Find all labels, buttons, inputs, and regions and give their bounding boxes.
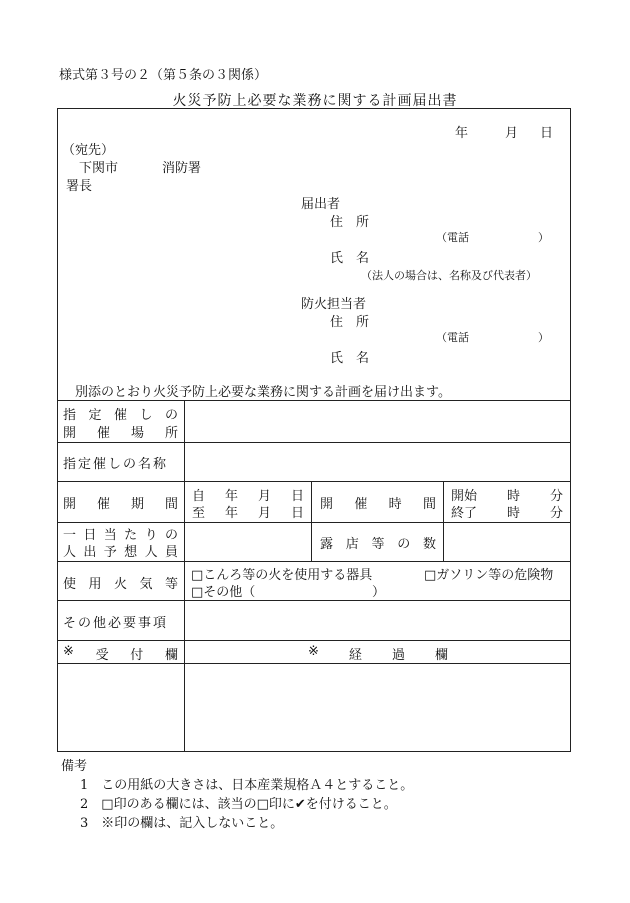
- fire-use-label: 使 用 火 気 等: [63, 577, 178, 592]
- fire-option-gasoline[interactable]: □ガソリン等の危険物: [424, 568, 554, 583]
- venue-field[interactable]: [185, 401, 569, 441]
- fire-option-stove[interactable]: □こんろ等の火を使用する器具: [191, 568, 373, 583]
- notifier-phone-close: ）: [538, 231, 549, 244]
- form-title: 火災予防上必要な業務に関する計画届出書: [172, 93, 458, 109]
- period-to[interactable]: 至 年 月 日: [192, 506, 304, 521]
- statement: 別添のとおり火災予防上必要な業務に関する計画を届け出ます。: [75, 385, 451, 400]
- period-label: 開 催 期 間: [63, 497, 178, 512]
- venue-label-line1: 指 定 催 し の: [63, 408, 178, 423]
- fire-manager-phone-close: ）: [538, 331, 549, 344]
- fire-manager-name-label: 氏 名: [330, 351, 370, 366]
- fire-manager-phone-label: （電話: [436, 331, 469, 344]
- period-from[interactable]: 自 年 月 日: [192, 489, 304, 504]
- fire-manager-label: 防火担当者: [301, 297, 367, 312]
- other-field[interactable]: [185, 601, 569, 639]
- venue-label-line2: 開 催 場 所: [63, 426, 178, 441]
- note-3: 3 ※印の欄は、記入しないこと。: [80, 816, 284, 831]
- fire-manager-address-label: 住 所: [330, 315, 370, 330]
- date-month: 月: [505, 126, 519, 141]
- visitors-label-line2: 人 出 予 想 人 員: [63, 545, 178, 560]
- end-time[interactable]: 終了 時 分: [451, 506, 563, 521]
- notifier-name-label: 氏 名: [330, 251, 370, 266]
- stalls-label: 露 店 等 の 数: [320, 537, 436, 552]
- progress-label: ※ 経 過 欄: [308, 644, 448, 663]
- event-name-label: 指定催しの名称: [63, 457, 169, 472]
- fire-option-other[interactable]: □その他（: [191, 585, 256, 600]
- notifier-label: 届出者: [301, 197, 341, 212]
- visitors-label-line1: 一 日 当 た り の: [63, 528, 178, 543]
- hours-label: 開 催 時 間: [320, 497, 436, 512]
- date-year: 年: [455, 126, 469, 141]
- reception-label: ※ 受 付 欄: [63, 644, 178, 663]
- form-number: 様式第３号の２（第５条の３関係）: [59, 68, 268, 83]
- notifier-address-label: 住 所: [330, 215, 370, 230]
- form-table: [57, 108, 571, 752]
- note-1: 1 この用紙の大きさは、日本産業規格Ａ４とすること。: [80, 778, 414, 793]
- notes-heading: 備考: [61, 759, 88, 774]
- addressee-office: 消防署: [162, 161, 202, 176]
- event-name-field[interactable]: [185, 443, 569, 480]
- date-day: 日: [540, 126, 554, 141]
- addressee-chief: 署長: [66, 179, 93, 194]
- start-time[interactable]: 開始 時 分: [451, 489, 563, 504]
- corp-note: （法人の場合は、名称及び代表者）: [361, 269, 537, 282]
- notifier-phone-label: （電話: [436, 231, 469, 244]
- other-label: その他必要事項: [63, 616, 169, 631]
- addressee-city: 下関市: [79, 161, 119, 176]
- addressee-label: （宛先）: [62, 143, 115, 158]
- note-2: 2 □印のある欄には、該当の□印に✔を付けること。: [80, 797, 397, 812]
- fire-option-other-close: ）: [372, 585, 386, 600]
